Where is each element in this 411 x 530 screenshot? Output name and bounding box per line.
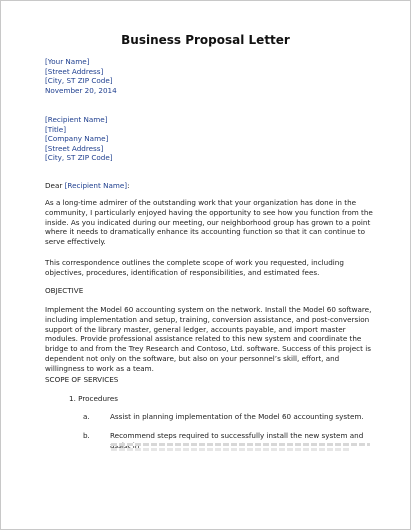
item-b-text: Recommend steps required to successfully install the new system and: [110, 431, 364, 440]
faded-text-line: [111, 443, 370, 446]
scope-heading: SCOPE OF SERVICES: [45, 375, 119, 384]
scope-summary-paragraph: This correspondence outlines the complete scope of work you requested, including objectives, procedures, identification of responsibilities, and estimated fees.: [45, 258, 344, 277]
procedure-item-a: [83, 412, 376, 422]
item-a-marker: a.: [83, 412, 90, 421]
document-title: Business Proposal Letter: [121, 33, 290, 47]
objective-heading: OBJECTIVE: [45, 286, 84, 295]
recipient-company: [Company Name]: [45, 134, 109, 144]
recipient-name: [Recipient Name]: [45, 115, 108, 124]
item-b-marker: b.: [83, 431, 90, 440]
sender-street: [Street Address]: [45, 66, 104, 76]
salutation: [45, 181, 380, 191]
recipient-address-block: [45, 115, 380, 163]
sender-city: [City, ST ZIP Code]: [45, 76, 113, 86]
faded-text-line: [111, 448, 350, 451]
recipient-city: [City, ST ZIP Code]: [45, 153, 113, 163]
recipient-title: [Title]: [45, 124, 67, 134]
sender-address-block: [45, 57, 380, 95]
sender-name: [Your Name]: [45, 57, 90, 66]
objective-paragraph: Implement the Model 60 accounting system on the network. Install the Model 60 software, including implementation and setup, training, conversion assistance, and post-conversion support of the library master, general ledger, accounts payable, and import master modules. Provide professional assistance related to this new system and coordinate the bridge to and from the Trey Research and Contoso, Ltd. software. Success of this project is dependent not only on the software, but also on your personnel’s skill, effort, and willingness to work as a team.: [45, 305, 372, 373]
recipient-street: [Street Address]: [45, 143, 104, 153]
intro-paragraph: As a long-time admirer of the outstanding work that your organization has done in the community, I particularly enjoyed having the opportunity to see how you function from the inside. As you indicated during our meeting, our neighborhood group has grown to a point where it needs to dramatically enhance its accounting function so that it can continue to serve effectively.: [45, 198, 373, 247]
procedures-list-item: 1. Procedures: [69, 394, 118, 403]
salutation-colon: :: [127, 181, 130, 190]
item-a-text: Assist in planning implementation of the Model 60 accounting system.: [110, 412, 364, 421]
salutation-prefix: Dear: [45, 181, 65, 190]
letter-date: November 20, 2014: [45, 85, 117, 95]
salutation-recipient: [Recipient Name]: [64, 181, 128, 190]
